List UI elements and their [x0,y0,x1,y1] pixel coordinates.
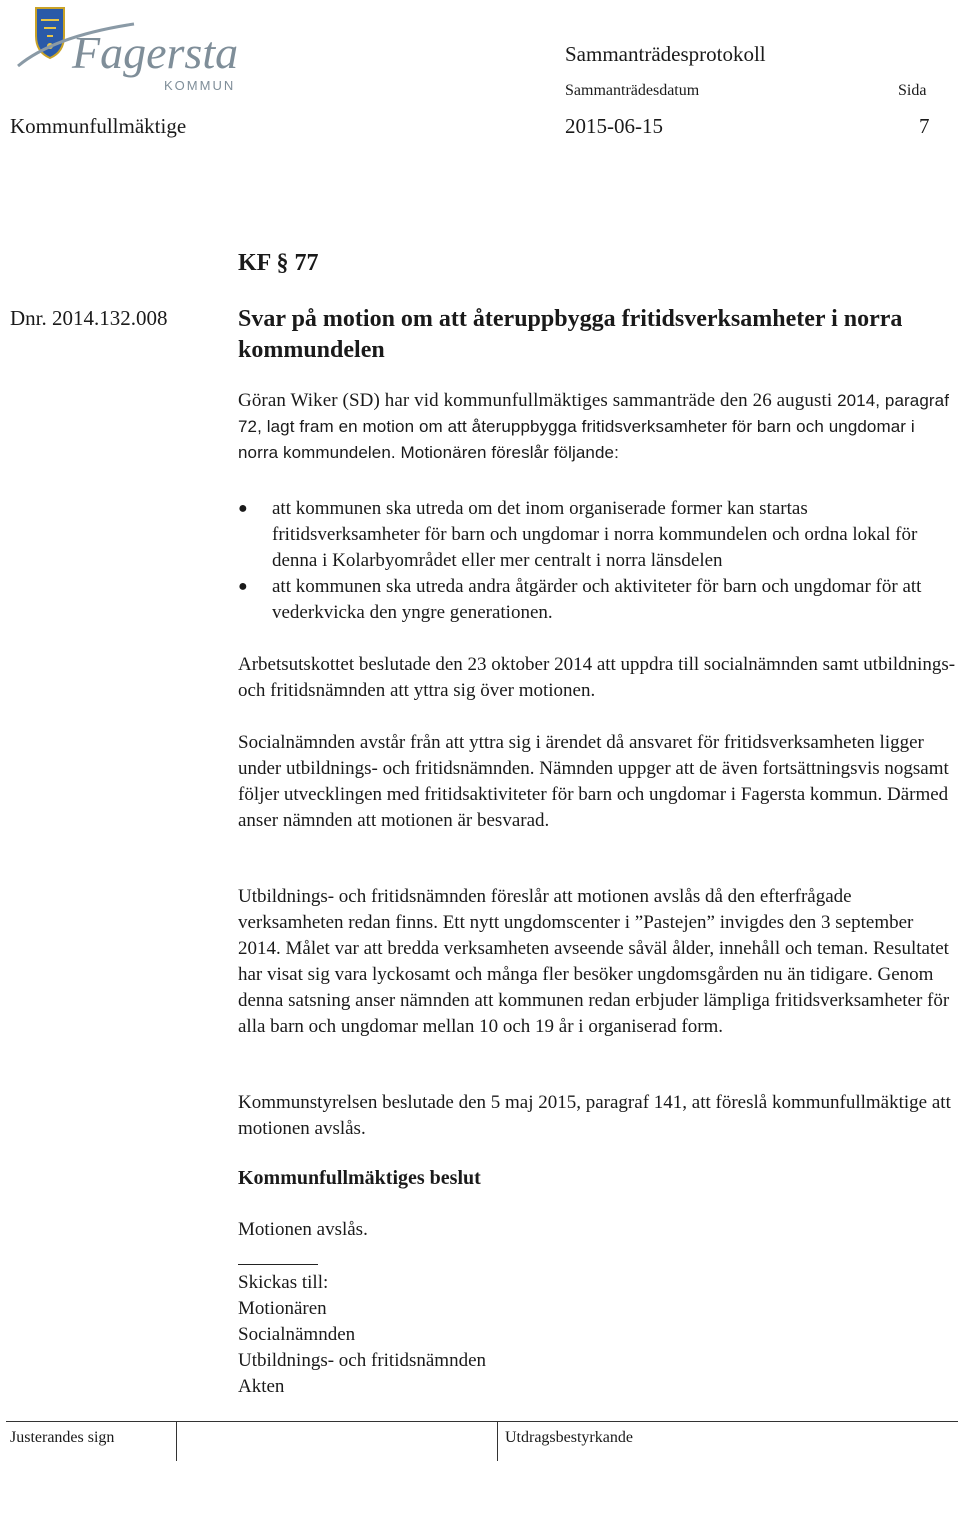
meeting-date: 2015-06-15 [565,114,663,138]
logo-subtitle: KOMMUN [164,78,236,93]
paragraph-kommunstyrelsen: Kommunstyrelsen beslutade den 5 maj 2015, paragraf 141, att föreslå kommunfullmäktige att motionen avslås. [238,1092,951,1139]
list-item [238,574,958,628]
recipient-item: Utbildnings- och fritidsnämnden [238,1350,487,1371]
diary-number: Dnr. 2014.132.008 [10,306,168,330]
case-number: KF § 77 [238,250,319,276]
bullet-text: att kommunen ska utreda om det inom organiserade former kan startas fritidsverksamheter för barn och ungdomar i norra kommundelen och ordna lokal för denna i Kolarbyområdet eller mer centralt i norra länsdelen [272,498,918,571]
recipient-item: Akten [238,1376,285,1397]
decision-heading: Kommunfullmäktiges beslut [238,1167,481,1189]
intro-lead: Göran Wiker (SD) har vid kommunfullmäktiges sammanträde den 26 augusti [238,390,833,411]
logo-wordmark: Fagersta [72,27,239,78]
footer-divider [6,1421,958,1422]
list-item [238,496,958,576]
paragraph-utbildning: Utbildnings- och fritidsnämnden föreslår att motionen avslås då den efterfrågade verksamheten redan finns. Ett nytt ungdomscenter i ”Pastejen” invigdes den 3 september 2014. Målet var att bredda verksamheten avseende såväl ålder, innehåll och teman. Resultatet har visat sig vara lyckosamt och många fler besöker ungdomsgården nu än tidigare. Genom denna satsning anser nämnden att kommunen redan erbjuder lämpliga fritidsverksamheter för alla barn och ungdomar mellan 10 och 19 år i organiserad form. [238,886,950,1037]
recipient-item: Socialnämnden [238,1324,356,1345]
decision-text: Motionen avslås. [238,1219,368,1240]
meeting-date-label: Sammanträdesdatum [565,82,700,99]
footer-column-divider [176,1421,177,1461]
document-type: Sammanträdesprotokoll [565,42,766,66]
divider [238,1264,318,1265]
case-title: Svar på motion om att återuppbygga fritidsverksamheter i norra kommundelen [238,306,903,363]
organization-name: Kommunfullmäktige [10,114,187,138]
signature-field-label: Justerandes sign [10,1429,115,1446]
fagersta-logo [14,6,239,96]
recipient-item: Motionären [238,1298,327,1319]
distribution-list [238,1270,486,1400]
bullet-icon: ● [238,500,248,517]
footer-column-divider [497,1421,498,1461]
bullet-text: att kommunen ska utreda andra åtgärder och aktiviteter för barn och ungdomar för att vederkvicka den yngre generationen. [272,576,922,623]
distribution-label: Skickas till: [238,1272,329,1293]
paragraph-arbetsutskottet: Arbetsutskottet beslutade den 23 oktober 2014 att uppdra till socialnämnden samt utbildnings- och fritidsnämnden att yttra sig över motionen. [238,654,956,701]
intro-rest: 2014, paragraf 72, lagt fram en motion om att återuppbygga fritidsverksamheter för barn och ungdomar i norra kommundelen. Motionären föreslår följande: [238,391,950,462]
logo-graphic [14,6,239,96]
page-number: 7 [919,114,930,138]
paragraph-socialnamnden: Socialnämnden avstår från att yttra sig i ärendet då ansvaret för fritidsverksamheten ligger under utbildnings- och fritidsnämnden. Nämnden uppger att de även fortsättningsvis nogsamt följer utvecklingen med fritidsaktiviteter för barn och ungdomar i Fagersta kommun. Därmed anser nämnden att motionen är besvarad. [238,732,949,831]
certification-field-label: Utdragsbestyrkande [505,1429,633,1446]
intro-paragraph [238,388,958,466]
page-label: Sida [898,82,927,99]
bullet-icon: ● [238,578,248,595]
